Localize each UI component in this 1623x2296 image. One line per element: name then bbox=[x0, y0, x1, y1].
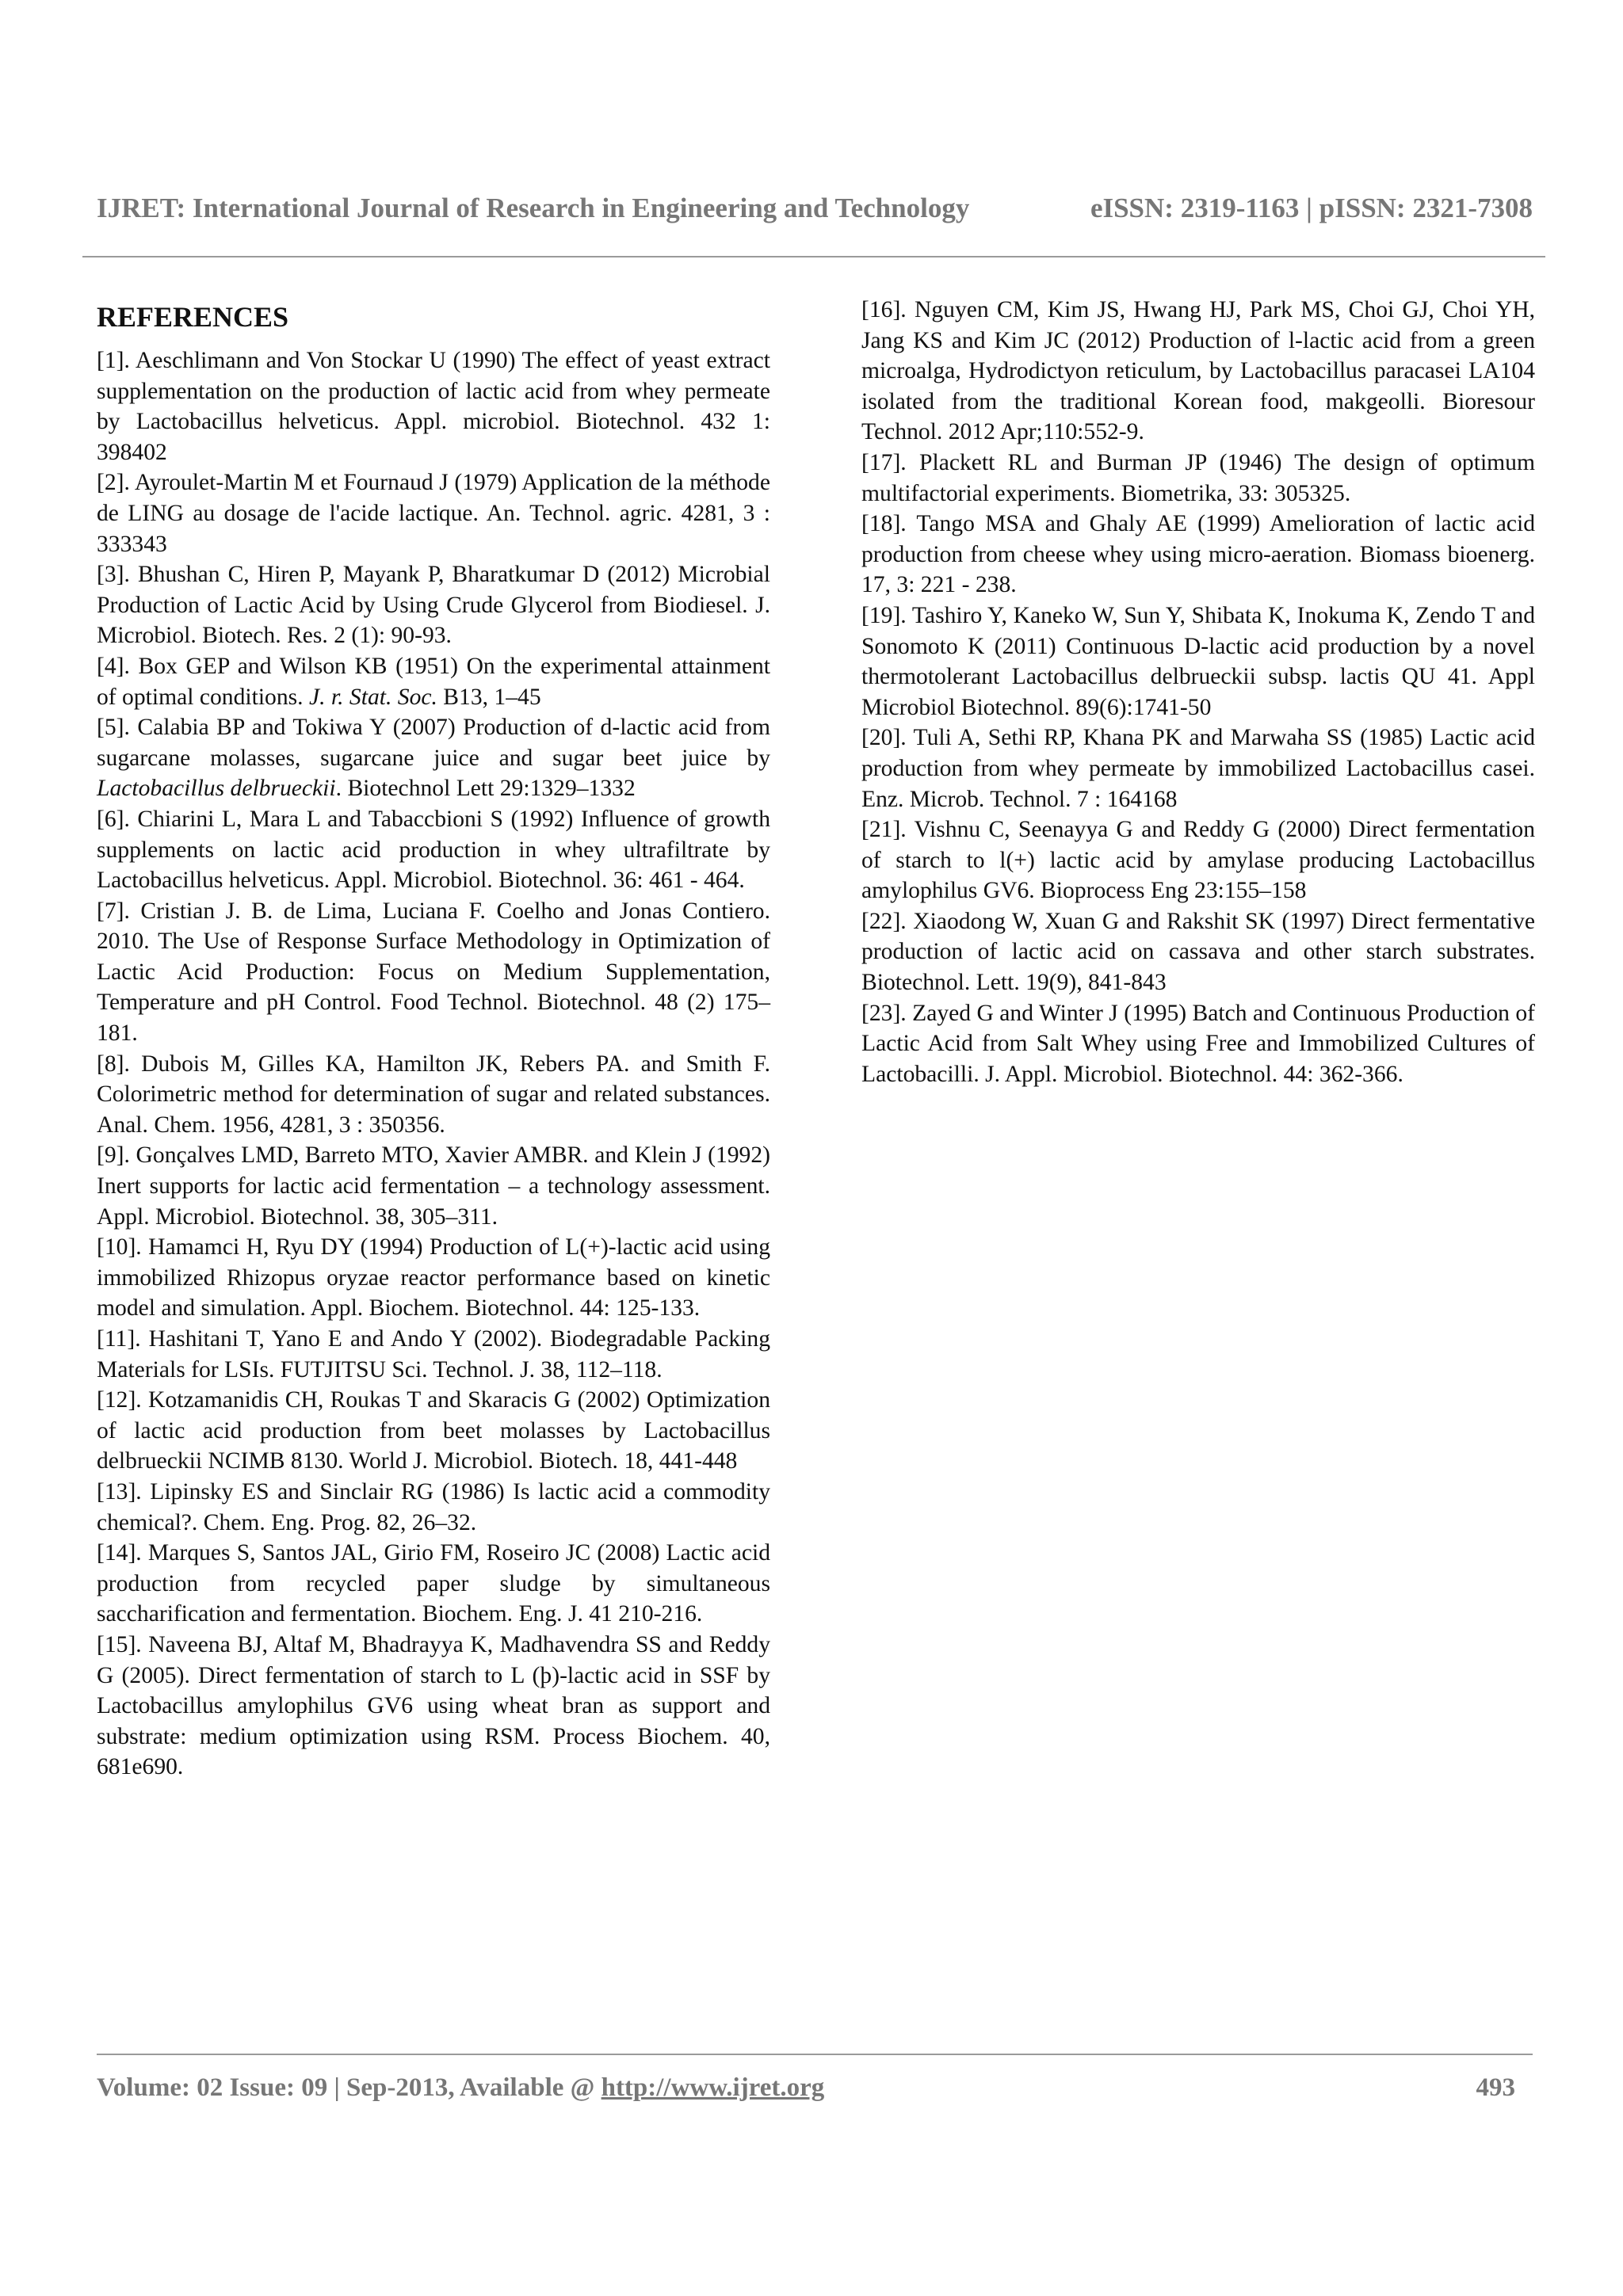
journal-link[interactable]: http://www.ijret.org bbox=[601, 2073, 825, 2102]
journal-title: IJRET: International Journal of Research in Engineering and Technology bbox=[97, 193, 970, 223]
reference-item: [5]. Calabia BP and Tokiwa Y (2007) Production of d-lactic acid from sugarcane molasses, sugarcane juice and sugar beet juice by Lactobacillus delbrueckii. Biotechnol Lett 29:1329–1332 bbox=[97, 715, 770, 802]
reference-item: [22]. Xiaodong W, Xuan G and Rakshit SK (1997) Direct fermentative production of lactic acid on cassava and other starch substrates. Biotechnol. Lett. 19(9), 841-843 bbox=[861, 908, 1535, 996]
reference-item: [8]. Dubois M, Gilles KA, Hamilton JK, Rebers PA. and Smith F. Colorimetric method for determination of sugar and related substances. Anal. Chem. 1956, 4281, 3 : 350356. bbox=[97, 1051, 770, 1138]
reference-item: [11]. Hashitani T, Yano E and Ando Y (2002). Biodegradable Packing Materials for LSIs. FUTJITSU Sci. Technol. J. 38, 112–118. bbox=[97, 1326, 770, 1383]
reference-item: [19]. Tashiro Y, Kaneko W, Sun Y, Shibata K, Inokuma K, Zendo T and Sonomoto K (2011) Continuous D-lactic acid production by a novel thermotolerant Lactobacillus delbrueckii subsp. lactis QU 41. Appl Microbiol Biotechnol. 89(6):1741-50 bbox=[861, 602, 1535, 720]
reference-item: [13]. Lipinsky ES and Sinclair RG (1986) Is lactic acid a commodity chemical?. Chem. Eng. Prog. 82, 26–32. bbox=[97, 1478, 770, 1535]
reference-item: [23]. Zayed G and Winter J (1995) Batch and Continuous Production of Lactic Acid from Salt Whey using Free and Immobilized Cultures of Lactobacilli. J. Appl. Microbiol. Biotechnol. 44: 362-366. bbox=[861, 1000, 1535, 1087]
references-column-left bbox=[97, 295, 770, 1783]
section-title: REFERENCES bbox=[97, 301, 289, 333]
reference-item: [12]. Kotzamanidis CH, Roukas T and Skaracis G (2002) Optimization of lactic acid production from beet molasses by Lactobacillus delbrueckii NCIMB 8130. World J. Microbiol. Biotech. 18, 441-448 bbox=[97, 1387, 770, 1474]
header-divider bbox=[82, 256, 1545, 257]
reference-item: [2]. Ayroulet-Martin M et Fournaud J (1979) Application de la méthode de LING au dosage de l'acide lactique. An. Technol. agric. 4281, 3 : 333343 bbox=[97, 470, 770, 557]
reference-item: [1]. Aeschlimann and Von Stockar U (1990) The effect of yeast extract supplementation on the production of lactic acid from whey permeate by Lactobacillus helveticus. Appl. microbiol. Biotechnol. 432 1: 398402 bbox=[97, 348, 770, 465]
footer-divider bbox=[97, 2054, 1533, 2055]
references-column-right bbox=[861, 295, 1535, 1089]
reference-item: [7]. Cristian J. B. de Lima, Luciana F. Coelho and Jonas Contiero. 2010. The Use of Response Surface Methodology in Optimization of Lactic Acid Production: Focus on Medium Supplementation, Temperature and pH Control. Food Technol. Biotechnol. 48 (2) 175–181. bbox=[97, 898, 770, 1047]
footer-volume-info: Volume: 02 Issue: 09 | Sep-2013, Available @ http://www.ijret.org bbox=[97, 2073, 825, 2102]
reference-item: [20]. Tuli A, Sethi RP, Khana PK and Marwaha SS (1985) Lactic acid production from whey permeate by immobilized Lactobacillus casei. Enz. Microb. Technol. 7 : 164168 bbox=[861, 725, 1535, 812]
page-number: 493 bbox=[1476, 2073, 1515, 2102]
issn-info: eISSN: 2319-1163 | pISSN: 2321-7308 bbox=[1090, 193, 1533, 223]
reference-item: [3]. Bhushan C, Hiren P, Mayank P, Bharatkumar D (2012) Microbial Production of Lactic Acid by Using Crude Glycerol from Biodiesel. J. Microbiol. Biotech. Res. 2 (1): 90-93. bbox=[97, 562, 770, 649]
reference-item: [6]. Chiarini L, Mara L and Tabaccbioni S (1992) Influence of growth supplements on lactic acid production in whey ultrafiltrate by Lactobacillus helveticus. Appl. Microbiol. Biotechnol. 36: 461 - 464. bbox=[97, 806, 770, 894]
reference-item: [14]. Marques S, Santos JAL, Girio FM, Roseiro JC (2008) Lactic acid production from recycled paper sludge by simultaneous saccharification and fermentation. Biochem. Eng. J. 41 210-216. bbox=[97, 1540, 770, 1627]
page-footer bbox=[97, 2073, 1515, 2113]
reference-item: [16]. Nguyen CM, Kim JS, Hwang HJ, Park MS, Choi GJ, Choi YH, Jang KS and Kim JC (2012) Production of l-lactic acid from a green microalga, Hydrodictyon reticulum, by Lactobacillus paracasei LA104 isolated from the traditional Korean food, makgeolli. Bioresour Technol. 2012 Apr;110:552-9. bbox=[861, 297, 1535, 445]
reference-item: [9]. Gonçalves LMD, Barreto MTO, Xavier AMBR. and Klein J (1992) Inert supports for lactic acid fermentation – a technology assessment. Appl. Microbiol. Biotechnol. 38, 305–311. bbox=[97, 1142, 770, 1230]
reference-item: [18]. Tango MSA and Ghaly AE (1999) Amelioration of lactic acid production from cheese whey using micro-aeration. Biomass bioenerg. 17, 3: 221 - 238. bbox=[861, 511, 1535, 598]
reference-item: [10]. Hamamci H, Ryu DY (1994) Production of L(+)-lactic acid using immobilized Rhizopus oryzae reactor performance based on kinetic model and simulation. Appl. Biochem. Biotechnol. 44: 125-133. bbox=[97, 1234, 770, 1322]
reference-item: [21]. Vishnu C, Seenayya G and Reddy G (2000) Direct fermentation of starch to l(+) lactic acid by amylase producing Lactobacillus amylophilus GV6. Bioprocess Eng 23:155–158 bbox=[861, 817, 1535, 904]
reference-item: [15]. Naveena BJ, Altaf M, Bhadrayya K, Madhavendra SS and Reddy G (2005). Direct fermentation of starch to L (þ)-lactic acid in SSF by Lactobacillus amylophilus GV6 using wheat bran as support and substrate: medium optimization using RSM. Process Biochem. 40, 681e690. bbox=[97, 1631, 770, 1780]
page-header bbox=[97, 193, 1533, 232]
reference-item: [17]. Plackett RL and Burman JP (1946) The design of optimum multifactorial experiments. Biometrika, 33: 305325. bbox=[861, 449, 1535, 506]
reference-item: [4]. Box GEP and Wilson KB (1951) On the experimental attainment of optimal conditions. J. r. Stat. Soc. B13, 1–45 bbox=[97, 653, 770, 710]
